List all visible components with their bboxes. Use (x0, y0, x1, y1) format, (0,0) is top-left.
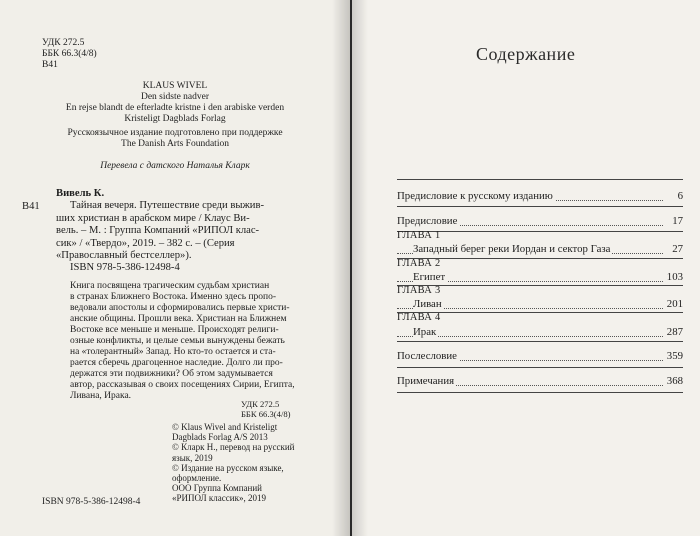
toc-rule (397, 179, 683, 180)
copyright-line: ООО Группа Компаний (172, 483, 262, 494)
record-author: Вивель К. (56, 188, 105, 199)
original-edition (0, 81, 350, 125)
bbk-line: ББК 66.3(4/8) (241, 408, 291, 419)
annotation-line: держатся эти подвижники? Об этом задумывается (70, 369, 273, 379)
record-isbn: ISBN 978-5-386-12498-4 (70, 262, 180, 274)
toc-entry-page: 368 (666, 375, 683, 387)
annotation-line: анские общины. Прошли века. Христиан на Ближнем (70, 314, 287, 324)
udk-repeat (241, 400, 291, 419)
toc-entry-label: Примечания (397, 375, 455, 387)
toc-rule (397, 341, 683, 342)
toc-title: Содержание (476, 44, 576, 64)
annotation-line: автор, рассказывая о своих посещениях Сирии, Египта, (70, 380, 295, 390)
annotation-line: Книга посвящена трагическим судьбам христиан (70, 281, 270, 291)
record-line: вель. – М. : Группа Компаний «РИПОЛ клас- (56, 225, 260, 237)
toc-entry-label: Ирак (413, 326, 437, 338)
copyright-line: язык, 2019 (172, 452, 213, 463)
support-note (0, 128, 350, 150)
bbk-line: ББК 66.3(4/8) (42, 49, 97, 59)
toc-entry-label: Западный берег реки Иордан и сектор Газа (413, 243, 611, 255)
annotation-line: в странах Ближнего Востока. Именно здесь пропо- (70, 292, 277, 302)
bibliographic-record (56, 188, 328, 275)
annotation-line: рается сберечь драгоценное наследие. Долго ли про- (70, 358, 283, 368)
author-mark: В41 (42, 60, 58, 70)
isbn-footer: ISBN 978-5-386-12498-4 (42, 497, 141, 507)
copyright-line: © Кларк Н., перевод на русский (172, 442, 295, 453)
copyright-line: © Издание на русском языке, (172, 462, 284, 473)
copyright-line: оформление. (172, 473, 222, 484)
annotation-line: Востоке все меньше и меньше. Происходят религи- (70, 325, 279, 335)
original-author: KLAUS WIVEL (142, 81, 208, 91)
toc-rule (397, 367, 683, 368)
record-line: ших христиан в арабском мире / Клаус Ви- (56, 212, 250, 224)
toc-entry-page: 201 (666, 298, 683, 310)
toc-entry-label: Послесловие (397, 350, 457, 362)
udk-line: УДК 272.5 (42, 38, 85, 48)
toc-entry-page: 27 (672, 243, 683, 255)
annotation-line: ведовали апостолы и сформировались первые христи- (70, 303, 290, 313)
record-line: сик» / «Твердо», 2019. – 382 с. – (Серия (56, 237, 235, 249)
toc-entry-page: 359 (666, 350, 683, 362)
copyright-line: «РИПОЛ классик», 2019 (172, 493, 266, 504)
record-line: «Православный бестселлер»). (56, 250, 192, 262)
toc-entry-page: 6 (677, 190, 683, 202)
toc-entry-page: 17 (672, 215, 683, 227)
toc-entry-page: 103 (666, 271, 683, 283)
support-line: The Danish Arts Foundation (121, 139, 229, 149)
udk-block (42, 38, 97, 71)
toc-entry-label: Предисловие к русскому изданию (397, 190, 553, 202)
toc-entry-label: Предисловие (397, 215, 458, 227)
copyright-line: © Klaus Wivel and Kristeligt (172, 422, 278, 432)
annotation-line: на «толерантный» Запад. Но кто-то остается и ста- (70, 347, 276, 357)
classification-code: В41 (22, 201, 40, 212)
toc-entry-label: Египет (413, 271, 446, 283)
original-title: Den sidste nadver (140, 92, 210, 102)
support-line: Русскоязычное издание подготовлено при поддержке (67, 128, 283, 138)
translator-credit: Перевела с датского Наталья Кларк (100, 161, 250, 171)
toc-entry-page: 287 (666, 326, 683, 338)
toc-entry-label: Ливан (413, 298, 442, 310)
copyright-block (172, 422, 294, 504)
udk-line: УДК 272.5 (241, 399, 280, 409)
chapter-heading: ГЛАВА 3 (397, 285, 441, 296)
toc-rule (397, 206, 683, 207)
copyright-line: Dagblads Forlag A/S 2013 (172, 432, 268, 443)
annotation-line: Ливана, Ирака. (70, 391, 132, 401)
chapter-heading: ГЛАВА 1 (397, 230, 441, 241)
annotation (70, 281, 295, 402)
original-publisher: Kristeligt Dagblads Forlag (124, 114, 226, 124)
chapter-heading: ГЛАВА 4 (397, 312, 441, 323)
toc-rule (397, 392, 683, 393)
record-line: Тайная вечеря. Путешествие среди выжив- (70, 200, 265, 212)
original-subtitle: En rejse blandt de efterladte kristne i den arabiske verden (65, 103, 285, 113)
chapter-heading: ГЛАВА 2 (397, 258, 441, 269)
gutter-shadow (352, 0, 368, 536)
annotation-line: озные конфликты, и целые семьи вынуждены бежать (70, 336, 285, 346)
